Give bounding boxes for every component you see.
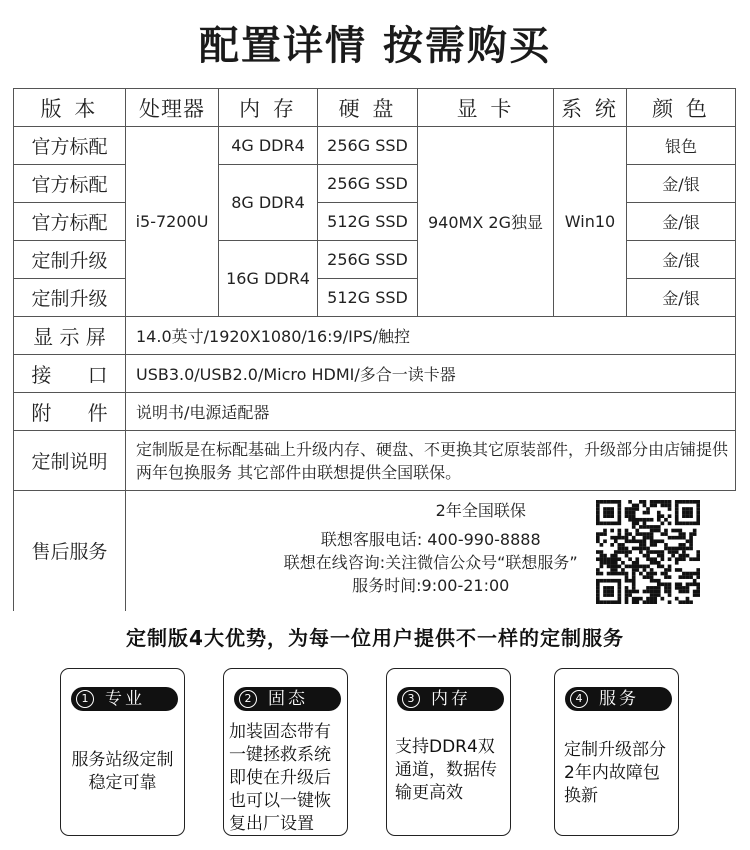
color-cell: 金/银 (627, 241, 736, 279)
header-memory: 内 存 (219, 89, 318, 127)
display-row (14, 317, 736, 355)
edition-cell: 官方标配 (14, 165, 126, 203)
display-label: 显 示 屏 (14, 317, 126, 355)
table-row (14, 279, 736, 317)
advantage-card-3 (386, 668, 511, 836)
custom-note-label: 定制说明 (14, 431, 126, 491)
after-sales-info (126, 491, 736, 611)
os-cell: Win10 (554, 127, 627, 317)
advantage-pill (71, 687, 178, 711)
table-header-row (14, 89, 736, 127)
memory-cell: 8G DDR4 (219, 165, 318, 241)
spec-table (13, 88, 736, 611)
storage-cell: 256G SSD (318, 165, 418, 203)
storage-cell: 256G SSD (318, 241, 418, 279)
accessories-row (14, 393, 736, 431)
advantage-card-2 (223, 668, 348, 836)
edition-cell: 官方标配 (14, 203, 126, 241)
page-title: 配置详情 按需购买 (199, 23, 551, 69)
cpu-cell: i5-7200U (126, 127, 219, 317)
accessories-value: 说明书/电源适配器 (126, 393, 736, 431)
header-edition: 版 本 (14, 89, 126, 127)
storage-cell: 512G SSD (318, 203, 418, 241)
number-badge-icon: 3 (402, 690, 420, 708)
advantage-card-1 (60, 668, 185, 836)
header-storage: 硬 盘 (318, 89, 418, 127)
memory-cell: 4G DDR4 (219, 127, 318, 165)
number-badge-icon: 4 (570, 690, 588, 708)
advantage-pill (565, 687, 672, 711)
color-cell: 金/银 (627, 279, 736, 317)
hotline-text: 联想客服电话: 400-990-8888 (320, 530, 541, 549)
memory-cell: 16G DDR4 (219, 241, 318, 317)
number-badge-icon: 2 (239, 690, 257, 708)
advantage-text: 支持DDR4双通道，数据传输更高效 (395, 737, 497, 803)
edition-cell: 官方标配 (14, 127, 126, 165)
table-row (14, 127, 736, 165)
after-sales-row (14, 491, 736, 611)
advantage-text: 加装固态带有一键拯救系统即使在升级后也可以一键恢复出厂设置 (229, 722, 331, 834)
color-cell: 金/银 (627, 203, 736, 241)
after-sales-label: 售后服务 (14, 491, 126, 611)
color-cell: 银色 (627, 127, 736, 165)
tagline: 定制版4大优势，为每一位用户提供不一样的定制服务 (126, 626, 624, 650)
online-text: 联想在线咨询:关注微信公众号“联想服务” (283, 553, 578, 572)
number-badge-icon: 1 (76, 690, 94, 708)
advantage-text: 定制升级部分2年内故障包换新 (564, 740, 666, 806)
ports-value: USB3.0/USB2.0/Micro HDMI/多合一读卡器 (126, 355, 736, 393)
advantage-pill (234, 687, 341, 711)
ports-label: 接 口 (14, 355, 126, 393)
accessories-label: 附 件 (14, 393, 126, 431)
advantage-pill (397, 687, 504, 711)
header-os: 系 统 (554, 89, 627, 127)
table-row (14, 165, 736, 203)
table-row (14, 203, 736, 241)
header-color: 颜 色 (627, 89, 736, 127)
advantage-title: 服务 (599, 689, 639, 709)
color-cell: 金/银 (627, 165, 736, 203)
storage-cell: 256G SSD (318, 127, 418, 165)
hours-text: 服务时间:9:00-21:00 (352, 576, 510, 595)
header-gpu: 显 卡 (418, 89, 554, 127)
edition-cell: 定制升级 (14, 241, 126, 279)
advantage-title: 专业 (105, 689, 145, 709)
display-value: 14.0英寸/1920X1080/16:9/IPS/触控 (126, 317, 736, 355)
warranty-text: 2年全国联保 (435, 501, 526, 520)
ports-row (14, 355, 736, 393)
advantage-card-4 (554, 668, 679, 836)
advantage-text: 服务站级定制稳定可靠 (71, 750, 174, 793)
header-cpu: 处理器 (126, 89, 219, 127)
edition-cell: 定制升级 (14, 279, 126, 317)
advantage-title: 内存 (431, 689, 471, 709)
custom-note-value: 定制版是在标配基础上升级内存、硬盘、不更换其它原装部件，升级部分由店铺提供两年包换服务 其它部件由联想提供全国联保。 (126, 431, 736, 491)
storage-cell: 512G SSD (318, 279, 418, 317)
gpu-cell: 940MX 2G独显 (418, 127, 554, 317)
qr-code[interactable] (596, 500, 700, 604)
custom-note-row (14, 431, 736, 491)
advantage-title: 固态 (268, 689, 308, 709)
table-row (14, 241, 736, 279)
